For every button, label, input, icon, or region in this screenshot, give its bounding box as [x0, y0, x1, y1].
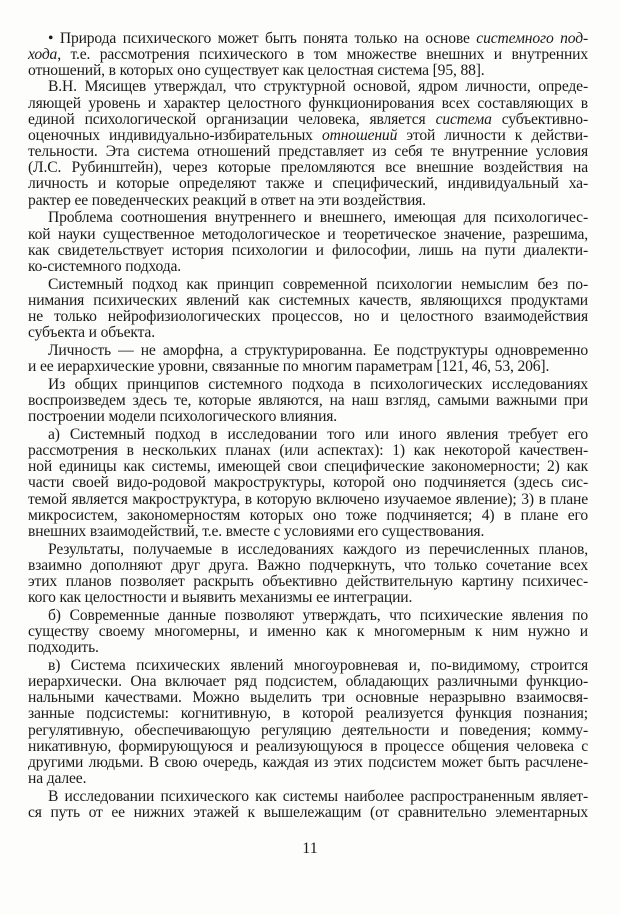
- text-line: занные подсистемы: когнитивную, в которой реализуется функция познания;: [28, 705, 588, 722]
- text-line: Системный подход как принцип современной психологии немыслим без по-: [48, 276, 588, 293]
- text-line: кого как целостности и выявить механизмы ее интеграции.: [28, 589, 413, 606]
- text-line: хода, т.е. рассмотрения психического в том множестве внешних и внутренних: [28, 46, 588, 63]
- text-line: единой психологической организации человека, является система субъективно-: [28, 111, 588, 128]
- text-line: нальными качествами. Можно выделить три основные неразрывно взаимосвя-: [28, 689, 588, 706]
- text-line: Из общих принципов системного подхода в психологических исследованиях: [48, 376, 588, 393]
- text-line: темой является макроструктура, в которую включено изучаемое явление); 3) в плане: [28, 491, 588, 508]
- text-line: б) Современные данные позволяют утверждать, что психические явления по: [48, 607, 588, 624]
- text-line: ся путь от ее нижних этажей к вышележащим (от сравнительно элементарных: [28, 804, 588, 821]
- text-line: а) Системный подход в исследовании того или иного явления требует его: [48, 426, 588, 443]
- text-line: и ее иерархические уровни, связанные по многим параметрам [121, 46, 53, 206].: [28, 358, 550, 375]
- text-line: (Л.С. Рубинштейн), через которые преломляются все внешние воздействия на: [28, 159, 588, 176]
- text-line: ко-системного подхода.: [28, 258, 182, 275]
- text-line: В исследовании психического как системы наиболее распространенным являет-: [48, 788, 588, 805]
- text-line: воспроизведем здесь те, которые являются, на наш взгляд, самыми важными при: [28, 392, 588, 409]
- text-line: оценочных индивидуально-избирательных отношений этой личности к действи-: [28, 127, 588, 144]
- text-line: нимания психических явлений как системных качеств, являющихся продуктами: [28, 292, 588, 309]
- text-line: регулятивную, обеспечивающую регуляцию деятельности и поведения; комму-: [28, 722, 588, 739]
- text-line: ной единицы как системы, имеющей свои специфические закономерности; 2) как: [28, 458, 588, 475]
- text-line: ляющей уровень и характер целостного функционирования всех составляющих в: [28, 95, 588, 112]
- text-line: Личность — не аморфна, а структурированна. Ее подструктуры одновременно: [48, 342, 588, 359]
- text-line: внешних взаимодействий, т.е. вместе с условиями его существования.: [28, 523, 485, 540]
- page-number: 11: [302, 840, 318, 857]
- text-line: рассмотрения в нескольких планах (или аспектах): 1) как некоторой качествен-: [28, 442, 588, 459]
- text-line: как свидетельствует история психологии и философии, лишь на пути диалекти-: [28, 242, 588, 259]
- text-line: Проблема соотношения внутреннего и внешнего, имеющая для психологичес-: [48, 209, 588, 226]
- text-line: кой науки существенное методологическое и теоретическое значение, разрешима,: [28, 226, 588, 243]
- text-line: микросистем, закономерностям которых оно тоже подчиняется; 4) в плане его: [28, 507, 588, 524]
- text-line: никативную, формирующуюся и реализующуюся в процессе общения человека с: [28, 738, 588, 755]
- text-line: части своей видо-родовой макроструктуры, которой оно подчиняется (здесь сис-: [28, 474, 588, 491]
- emphasis: системного под-: [476, 30, 588, 47]
- text-line: субъекта и объекта.: [28, 324, 155, 341]
- text-line: взаимно дополняют друг друга. Важно подчеркнуть, что только сочетание всех: [28, 557, 588, 574]
- emphasis: система: [435, 111, 492, 128]
- emphasis: хода: [28, 46, 58, 63]
- text-line: тельности. Эта система отношений представляет из себя те внутренние условия: [28, 143, 588, 160]
- text-line: не только нейрофизиологических процессов, но и целостного взаимодействия: [28, 308, 588, 325]
- text-line: этих планов позволяет раскрыть объективно действительную картину психичес-: [28, 573, 588, 590]
- text-line: иерархически. Она включает ряд подсистем, обладающих различными функцио-: [28, 673, 588, 690]
- text-line: Результаты, получаемые в исследованиях каждого из перечисленных планов,: [48, 541, 588, 558]
- text-line: рактер ее поведенческих реакций в ответ на эти воздействия.: [28, 192, 426, 209]
- text-line: на далее.: [28, 770, 87, 787]
- text-line: построении модели психологического влияния.: [28, 408, 338, 425]
- text-line: существу своему многомерны, и именно как к многомерным к ним нужно и: [28, 623, 588, 640]
- text-line: в) Система психических явлений многоуровневая и, по-видимому, строится: [48, 657, 588, 674]
- text-line: личность и которые определяют также и специфический, индивидуальный ха-: [28, 175, 588, 192]
- text-line: • Природа психического может быть понята только на основе системного под-: [48, 30, 588, 47]
- emphasis: отношений: [321, 127, 398, 144]
- text-line: В.Н. Мясищев утверждал, что структурной основой, ядром личности, опреде-: [48, 78, 588, 95]
- text-line: другими людьми. В свою очередь, каждая из этих подсистем может быть расчлене-: [28, 754, 588, 771]
- text-line: отношений, в которых оно существует как целостная система [95, 88].: [28, 62, 485, 79]
- text-line: подходить.: [28, 639, 99, 656]
